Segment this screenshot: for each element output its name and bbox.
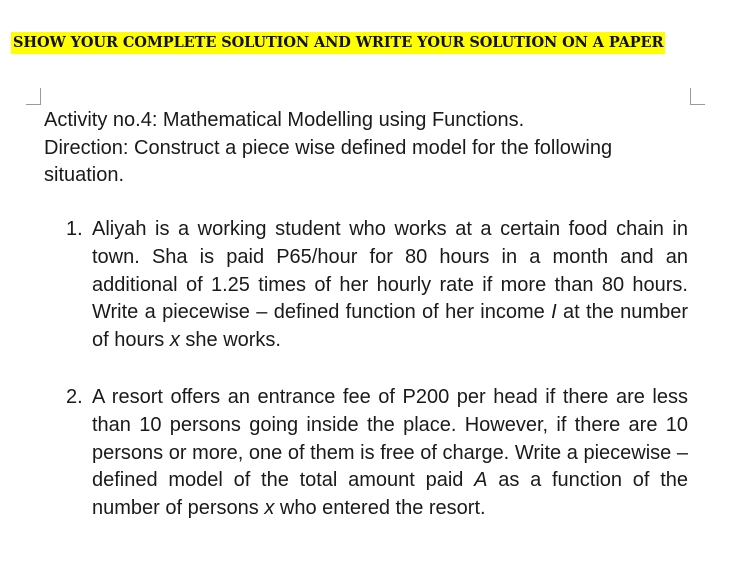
problem-number: 2. <box>66 386 83 408</box>
problem-text <box>92 216 688 355</box>
margin-corner-mark-right <box>690 88 705 105</box>
variable-income: I <box>551 301 557 324</box>
variable-persons: x <box>264 497 275 520</box>
problem-text-part: at the number of hours <box>92 301 688 352</box>
variable-amount: A <box>474 469 488 492</box>
activity-heading <box>44 107 694 190</box>
margin-corner-mark-left <box>26 88 41 105</box>
problem-text-part: A resort offers an entrance fee of P200 per head if there are less than 10 persons going inside the place. However, if there are 10 persons or more, one of them is free of charge. Write a piecewise – defined model of the total amount paid <box>92 386 688 492</box>
activity-title: Activity no.4: Mathematical Modelling using Functions. <box>44 109 525 131</box>
problem-text-part: Aliyah is a working student who works at a certain food chain in town. Sha is paid P65/hour for 80 hours in a month and an additional of 1.25 times of her hourly rate if more than 80 hours. Write a piecewise – defined function of her income <box>92 218 688 324</box>
direction-line-2: situation. <box>44 164 125 186</box>
problem-item-1 <box>66 216 688 355</box>
problem-text <box>92 384 688 523</box>
instruction-banner: SHOW YOUR COMPLETE SOLUTION AND WRITE YOUR SOLUTION ON A PAPER <box>11 32 665 54</box>
problem-number: 1. <box>66 218 83 240</box>
variable-hours: x <box>169 329 180 352</box>
problem-item-2 <box>66 384 688 523</box>
problem-text-part: who entered the resort. <box>274 497 486 520</box>
problem-text-part: she works. <box>179 329 281 352</box>
direction-line-1: Direction: Construct a piece wise defined model for the following <box>44 136 613 159</box>
problem-text-part: as a function of the number of persons <box>92 469 689 520</box>
